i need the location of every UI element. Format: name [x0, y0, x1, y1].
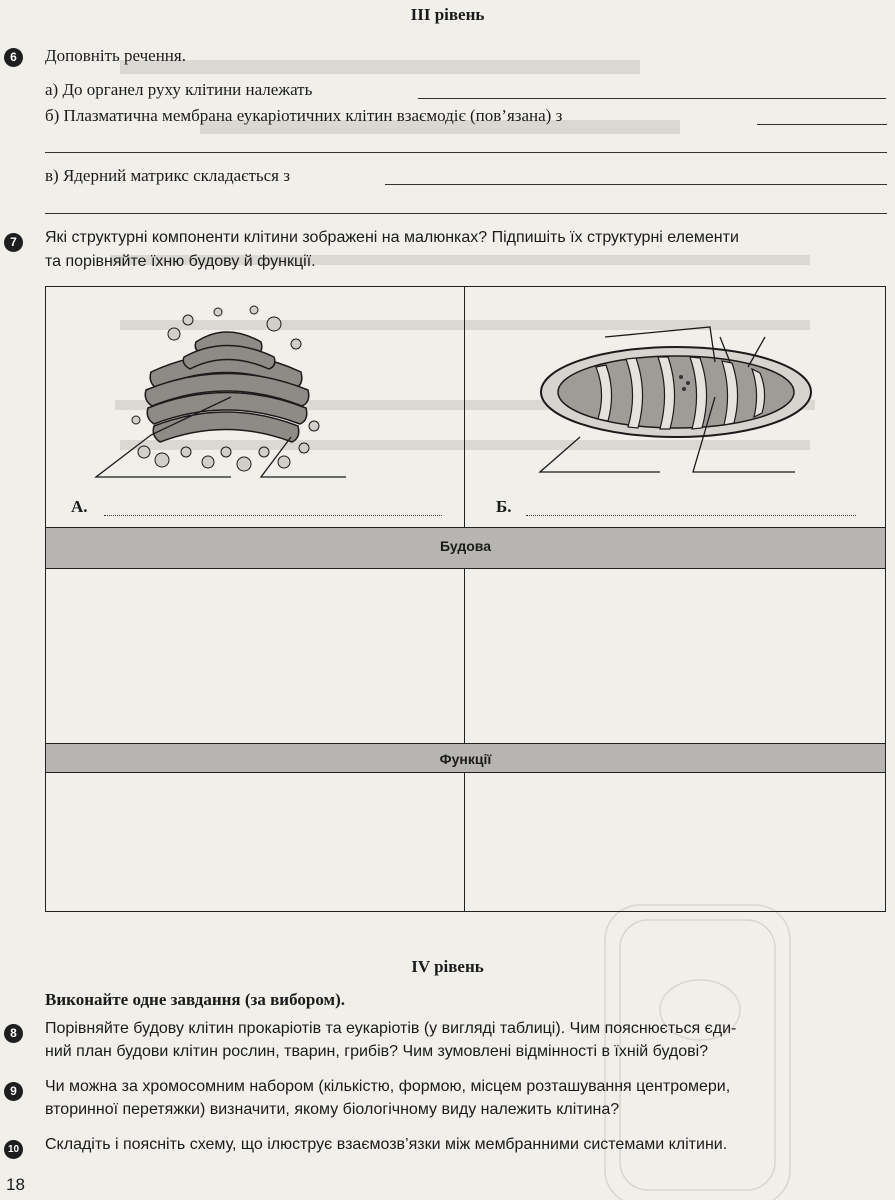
- structure-cell-a[interactable]: [46, 569, 464, 743]
- question-9-number: 9: [4, 1082, 23, 1101]
- golgi-pointer-lines: [46, 287, 464, 527]
- question-6a-text: а) До органел руху клітини належать: [45, 80, 313, 99]
- answer-line-b[interactable]: [526, 515, 856, 516]
- structure-header: Будова: [440, 538, 491, 554]
- comparison-table: [45, 286, 886, 912]
- drawing-a-label: А.: [71, 497, 88, 516]
- question-6c-text: в) Ядерний матрикс складається з: [45, 166, 290, 185]
- question-9-line2: вторинної перетяжки) визначити, якому біологічному виду належить клітина?: [45, 1101, 620, 1118]
- question-7-prompt-line1: Які структурні компоненти клітини зображені на малюнках? Підпишіть їх структурні елементи: [45, 229, 739, 246]
- question-9-line1: Чи можна за хромосомним набором (кількістю, формою, місцем розташування центромери,: [45, 1078, 731, 1095]
- page-number: 18: [6, 1175, 25, 1194]
- question-6-number: 6: [4, 48, 23, 67]
- question-8-number: 8: [4, 1024, 23, 1043]
- question-10-text: Складіть і поясніть схему, що ілюструє взаємозв’язки між мембранними системами клітини.: [45, 1136, 728, 1153]
- answer-line-6b-cont[interactable]: [45, 152, 887, 153]
- question-7-number: 7: [4, 233, 23, 252]
- answer-line-6c[interactable]: [385, 184, 887, 185]
- functions-cell-b[interactable]: [465, 773, 885, 909]
- mitochondrion-pointer-lines: [465, 287, 885, 527]
- answer-line-a[interactable]: [104, 515, 442, 516]
- structure-cell-b[interactable]: [465, 569, 885, 743]
- answer-line-6a[interactable]: [418, 98, 886, 99]
- functions-cell-a[interactable]: [46, 773, 464, 909]
- answer-line-6c-cont[interactable]: [45, 213, 887, 214]
- drawing-b-label: Б.: [496, 497, 512, 516]
- question-8-line2: ний план будови клітин рослин, тварин, грибів? Чим зумовлені відмінності в їхній будові?: [45, 1043, 709, 1060]
- question-6b-text: б) Плазматична мембрана еукаріотичних клітин взаємодіє (пов’язана) з: [45, 106, 563, 125]
- functions-header: Функції: [439, 751, 492, 767]
- question-6-prompt: Доповніть речення.: [45, 46, 186, 65]
- answer-line-6b[interactable]: [757, 124, 887, 125]
- question-10-number: 10: [4, 1140, 23, 1159]
- level-4-instruction: Виконайте одне завдання (за вибором).: [45, 990, 345, 1009]
- question-8-line1: Порівняйте будову клітин прокаріотів та еукаріотів (у вигляді таблиці). Чим пояснюється єди-: [45, 1020, 737, 1037]
- question-7-prompt-line2: та порівняйте їхню будову й функції.: [45, 253, 316, 270]
- level-4-title: IV рівень: [411, 957, 484, 976]
- level-3-title: III рівень: [410, 5, 485, 24]
